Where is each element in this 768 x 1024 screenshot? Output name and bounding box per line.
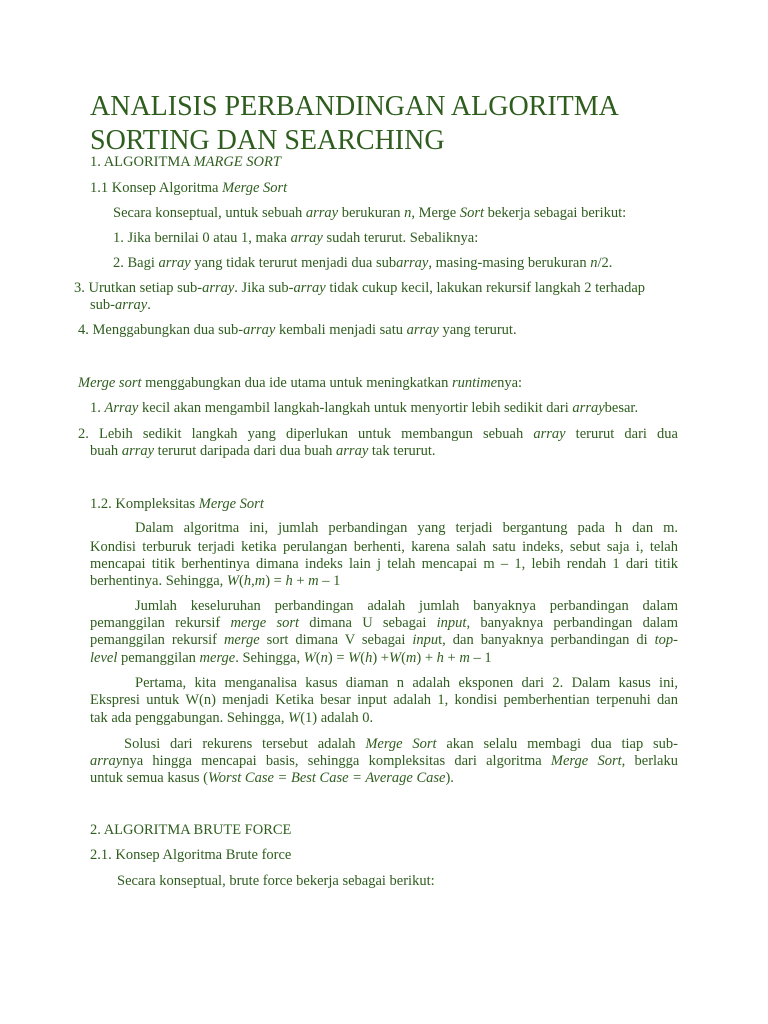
merge-step-3: 3. Urutkan setiap sub-array. Jika sub-array tidak cukup kecil, lakukan rekursif langkah 2 terhadap (74, 280, 646, 296)
title-line-2: SORTING DAN SEARCHING (90, 125, 445, 156)
heading-brute-force: 2. ALGORITMA BRUTE FORCE (90, 822, 292, 838)
p3-line-2: Ekspresi untuk W(n) menjadi Ketika besar input adalah 1, kondisi pemberhentian terpenuhi dan (90, 692, 678, 708)
p4-line-3: untuk semua kasus (Worst Case = Best Case = Average Case). (90, 770, 454, 786)
p3-line-3: tak ada penggabungan. Sehingga, W(1) adalah 0. (90, 710, 374, 726)
merge-step-2: 2. Bagi array yang tidak terurut menjadi dua subarray, masing-masing berukuran n/2. (113, 255, 613, 271)
p2-line-2: pemanggilan rekursif merge sort dimana U sebagai input, banyaknya perbandingan dalam (90, 615, 678, 631)
p1-line-3: mencapai titik berhentinya dimana indeks lain j telah mencapai m – 1, lebih rendah 1 dari titik (90, 556, 678, 572)
heading-merge-sort: 1. ALGORITMA MARGE SORT (90, 154, 281, 170)
merge-intro: Secara konseptual, untuk sebuah array berukuran n, Merge Sort bekerja sebagai berikut: (113, 205, 627, 221)
merge-idea-1: 1. Array kecil akan mengambil langkah-langkah untuk menyortir lebih sedikit dari arraybesar. (90, 400, 639, 416)
p2-line-3: pemanggilan rekursif merge sort dimana V sebagai input, dan banyaknya perbandingan di top- (90, 632, 678, 648)
merge-step-1: 1. Jika bernilai 0 atau 1, maka array sudah terurut. Sebaliknya: (113, 230, 479, 246)
p4-line-2: arraynya hingga mencapai basis, sehingga kompleksitas dari algoritma Merge Sort, berlaku (90, 753, 678, 769)
p2-line-4: level pemanggilan merge. Sehingga, W(n) = W(h) +W(m) + h + m – 1 (90, 650, 492, 666)
merge-step-4: 4. Menggabungkan dua sub-array kembali menjadi satu array yang terurut. (78, 322, 517, 338)
brute-force-intro: Secara konseptual, brute force bekerja sebagai berikut: (117, 873, 435, 889)
title-line-1: ANALISIS PERBANDINGAN ALGORITMA (90, 91, 619, 122)
heading-kompleksitas: 1.2. Kompleksitas Merge Sort (90, 496, 264, 512)
merge-ideas-intro: Merge sort menggabungkan dua ide utama untuk meningkatkan runtimenya: (78, 375, 523, 391)
p4-line-1: Solusi dari rekurens tersebut adalah Merge Sort akan selalu membagi dua tiap sub- (124, 736, 678, 752)
p2-line-1: Jumlah keseluruhan perbandingan adalah jumlah banyaknya perbandingan dalam (135, 598, 678, 614)
merge-idea-2: 2. Lebih sedikit langkah yang diperlukan untuk membangun sebuah array terurut dari dua (78, 426, 678, 442)
p3-line-1: Pertama, kita menganalisa kasus diaman n adalah eksponen dari 2. Dalam kasus ini, (135, 675, 678, 691)
heading-konsep-merge-sort: 1.1 Konsep Algoritma Merge Sort (90, 180, 288, 196)
p1-line-2: Kondisi terburuk terjadi ketika perulangan berhenti, karena salah satu indeks, sebut saja i, telah (90, 539, 678, 555)
merge-idea-2-cont: buah array terurut daripada dari dua buah array tak terurut. (90, 443, 436, 459)
p1-line-1: Dalam algoritma ini, jumlah perbandingan yang terjadi bergantung pada h dan m. (135, 520, 678, 536)
p1-line-4: berhentinya. Sehingga, W(h,m) = h + m – 1 (90, 573, 341, 589)
heading-konsep-brute-force: 2.1. Konsep Algoritma Brute force (90, 847, 292, 863)
document-title (90, 90, 690, 158)
merge-step-3-cont: sub-array. (90, 297, 151, 313)
